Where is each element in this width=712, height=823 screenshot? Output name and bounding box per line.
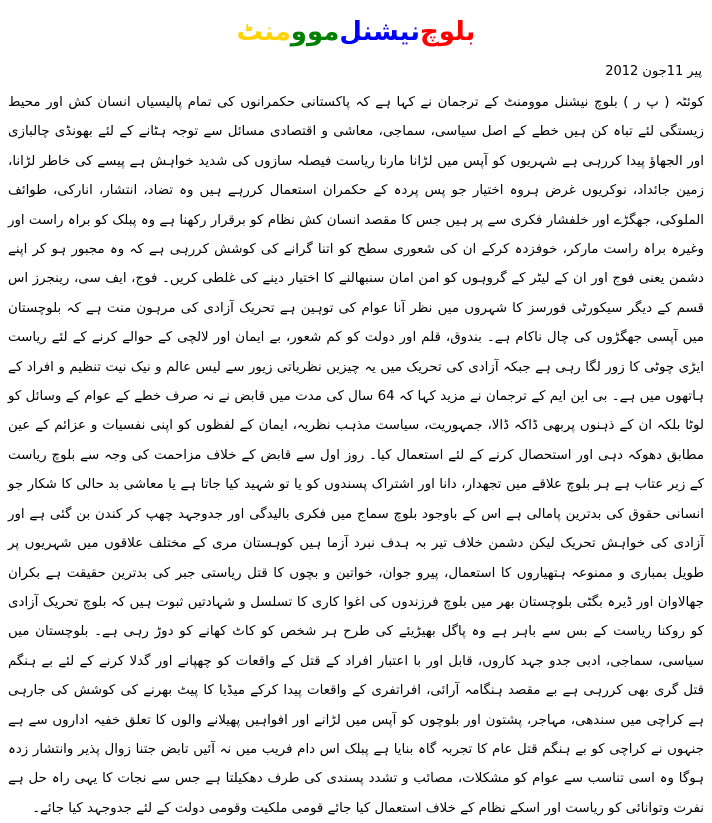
dateline-date: 11جون 2012 (605, 64, 684, 79)
organization-masthead (0, 12, 712, 52)
article-body: کوئٹہ ( پ ر ) بلوچ نیشنل موومنٹ کے ترجمان نے کہا ہے کہ پاکستانی حکمرانوں کی تمام پالیسیاں انسان کش اور محیط زیستگی لئے تباہ کن ہیں خطے کے اصل سیاسی، سماجی، معاشی و اقتصادی مسائل سے توجہ ہٹانے کے لئے بھونڈی چالبازی اور الجھاؤ پیدا کررہی ہے شہریوں کو آپس میں لڑانا مارنا ریاست فیصلہ سازوں کی شدید خواہش ہے پیسے کی خاطر لڑانا، زمین جائداد، نوکریوں غرض ہروہ اختیار جو پس پردہ کے حکمران استعمال کررہے ہیں وہ تضاد، انتشار، انارکی، طوائف الملوکی، جھگڑے اور خلفشار فکری سے پر ہیں جس کا مقصد انسان کش نظام کو برقرار رکھنا ہے وہ پبلک کو براہ راست اور وغیرہ براہ راست مارکر، خوفزدہ کرکے ان کی شعوری سطح کو اتنا گرانے کی کوشش کررہی ہے کہ وہ مجبور ہو کر اپنے دشمن یعنی فوج اور ان کے لیٹر کے گروہوں کو امن امان سنبھالنے کا اختیار دینے کی غلطی کریں۔ فوج، ایف سی، رینجرز اس قسم کے دیگر سیکورٹی فورسز کا شہروں میں نظر آنا عوام کی توہین ہے تحریک آزادی کی مرہون منت ہے کہ بلوچستان میں آپسی جھگڑوں کی چال ناکام ہے۔ بندوق، قلم اور دولت کو کم شعور، بے ایمان اور لالچی کے حوالے کرنے کے لئے ریاست ایڑی چوٹی کا زور لگا رہی ہے جبکہ آزادی کی تحریک میں یہ چیزیں نظریاتی زیور سے لیس عالم و نیک نیت تنظیم و افراد کے ہاتھوں میں ہے۔ بی این ایم کے ترجمان نے مزید کہا کہ 64 سال کی مدت میں قابض نے نہ صرف خطے کے عوام کے وسائل کو لوٹا بلکہ ان کے ذہنوں پربھی ڈاکہ ڈالا، جمہوریت، سیاست مذہب نظریہ، ایمان کے لفظوں کو اپنی نفسیات و عزائم کے عین مطابق دھوکہ دہی اور استحصال کرنے کے لئے استعمال کیا۔ روز اول سے قابض کے خلاف مزاحمت کی وجہ سے بلوچ ریاست کے زیر عتاب ہے ہر بلوچ علاقے میں تجھدار، دانا اور اشتراک پسندوں کو یا تو شہید کیا جاتا ہے یا معاشی بد حالی کا شکار جو انسانی حقوق کی بدترین پامالی ہے اس کے باوجود بلوچ سماج میں فکری بالیدگی اور جدوجہد چھپ کر کندن بن گئی ہے اور آزادی کی خواہش تحریک لیکن دشمن خلاف تیر بہ ہدف نبرد آزما ہیں کوہستان مری کے مختلف علاقوں میں شہریوں پر طویل بمباری و ممنوعہ ہتھیاروں کا استعمال، پیرو جوان، خواتین و بچوں کا قتل ریاستی جبر کی بدترین حقیقت ہے بکران جھالاوان اور ڈیرہ بگٹی بلوچستان بھر میں بلوچ فرزندوں کی اغوا کاری کا تسلسل و شہادتیں ثبوت ہیں کہ بلوچ تحریک آزادی کو روکنا ریاست کے بس سے باہر ہے وہ پاگل بھیڑیئے کی طرح ہر شخص کو کاٹ کھانے کو دوڑ رہی ہے۔ بلوچستان میں سیاسی، سماجی، ادبی جدو جہد کاروں، قابل اور با اعتبار افراد کے قتل کے واقعات کو چھپانے اور گدلا کرنے کے لئے بے ہنگم قتل گری بھی کررہی ہے بے مقصد ہنگامہ آرائی، افراتفری کے واقعات پیدا کرکے میڈیا کا پیٹ بھرنے کی کوشش کی جارہی ہے کراچی میں سندھی، مہاجر، پشتون اور بلوچوں کو آپس میں لڑانے اور افواہیں پھیلانے والوں کا تعلق خفیہ اداروں سے ہے جنہوں نے کراچی کو بے ہنگم قتل عام کا تجربہ گاہ بنایا ہے پبلک اس دام فریب میں نہ آئیں تابض جتنا زوال پذیر وانتشار زدہ ہوگا وہ اسی تناسب سے عوام کو مشکلات، مصائب و تشدد پسندی کی طرف دھکیلتا ہے جس سے نجات کا یہی راہ حل ہے نفرت وتوانائی کو ریاست اور اسکے نظام کے خلاف استعمال کیا جائے قومی ملکیت وقومی دولت کے لئے جدوجہد کیا جائے۔ (8, 95, 704, 816)
masthead-word-moo: موو (290, 17, 340, 47)
masthead-word-national: نیشنل (339, 17, 421, 47)
masthead-word-ment: منٹ (236, 17, 291, 47)
article-dateline (601, 62, 702, 82)
masthead-word-baloch: بلوچ (420, 17, 476, 47)
dateline-day: پیر (687, 64, 702, 79)
